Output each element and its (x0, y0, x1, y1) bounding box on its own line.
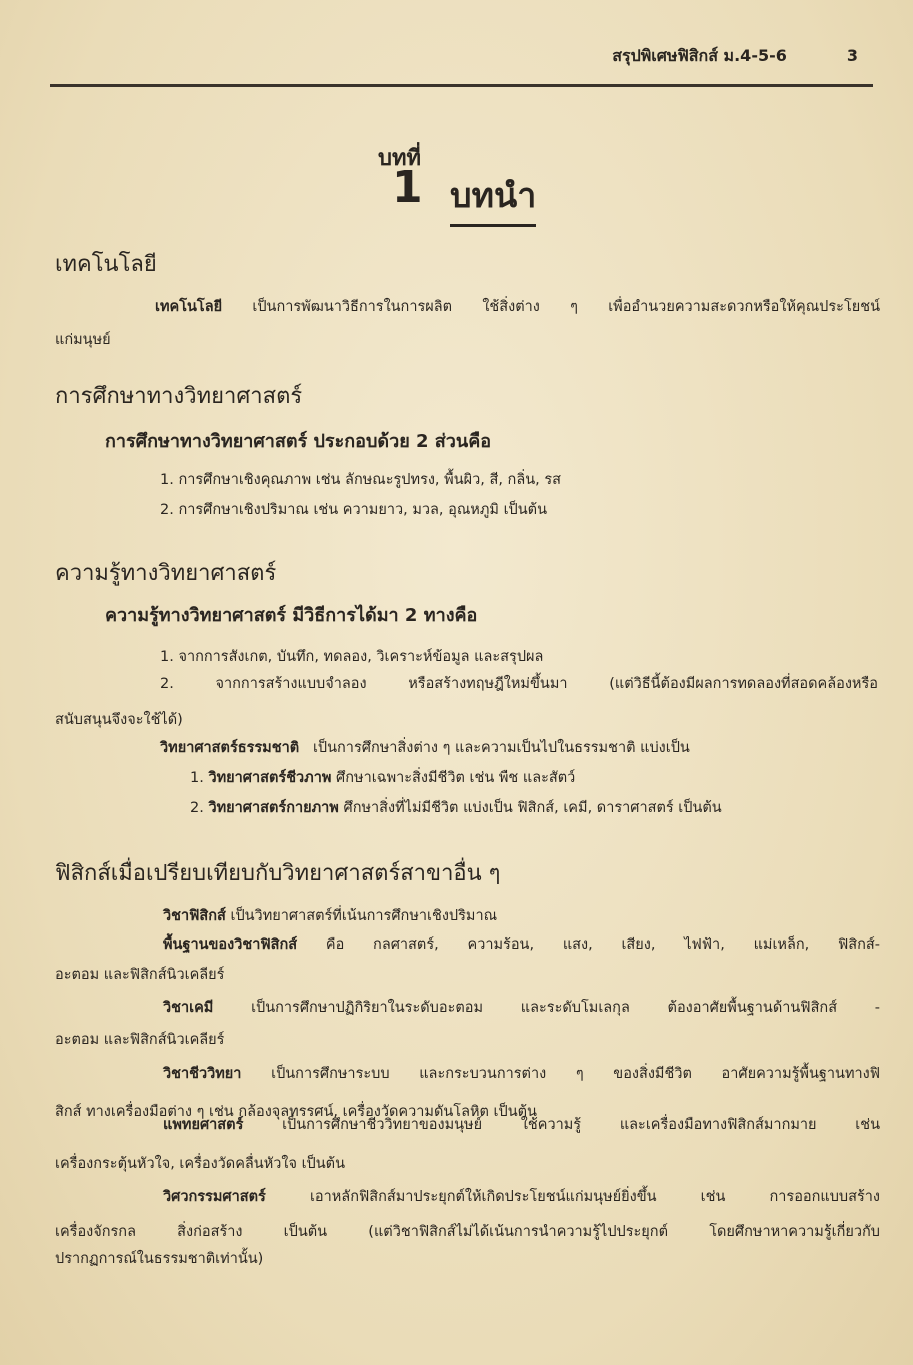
list-item: 1. จากการสังเกต, บันทึก, ทดลอง, วิเคราะห์ข้อมูล และสรุปผล (160, 649, 544, 665)
entry-continuation (55, 1220, 880, 1243)
term: เทคโนโลยี (155, 299, 223, 315)
text: เป็นการศึกษาปฏิกิริยาในระดับอะตอม และระดับโมเลกุล ต้องอาศัยพื้นฐานด้านฟิสิกส์ - (251, 1000, 880, 1016)
branch-item (190, 766, 575, 789)
num: 1. (190, 770, 204, 786)
text: เอาหลักฟิสิกส์มาประยุกต์ให้เกิดประโยชน์แก่มนุษย์ยิ่งขึ้น เช่น การออกแบบสร้าง (309, 1189, 881, 1205)
term: วิชาฟิสิกส์ (163, 908, 226, 924)
knowledge-subheading: ความรู้ทางวิทยาศาสตร์ มีวิธีการได้มา 2 ทางคือ (105, 605, 478, 626)
header-rule (50, 84, 873, 87)
list-item (160, 672, 878, 695)
term: วิทยาศาสตร์กายภาพ (208, 800, 339, 816)
text: ศึกษาเฉพาะสิ่งมีชีวิต เช่น พืช และสัตว์ (336, 770, 576, 786)
text: เป็นการศึกษาสิ่งต่าง ๆ และความเป็นไปในธรรมชาติ แบ่งเป็น (312, 740, 690, 756)
entry-continuation: อะตอม และฟิสิกส์นิวเคลียร์ (55, 1032, 225, 1048)
term: วิทยาศาสตร์ชีวภาพ (208, 770, 332, 786)
term: วิศวกรรมศาสตร์ (163, 1189, 266, 1205)
chapter-title: บทนำ (450, 168, 536, 227)
entry-physics (163, 904, 497, 927)
chapter-label: บทที่ (378, 146, 421, 171)
section-heading-physics: ฟิสิกส์เมื่อเปรียบเทียบกับวิทยาศาสตร์สาขาอื่น ๆ (55, 861, 501, 886)
running-header (612, 44, 858, 69)
entry-chemistry (163, 996, 880, 1019)
text: ศึกษาสิ่งที่ไม่มีชีวิต แบ่งเป็น ฟิสิกส์, เคมี, ดาราศาสตร์ เป็นต้น (343, 800, 722, 816)
term: วิชาชีววิทยา (163, 1066, 242, 1082)
text: เป็นวิทยาศาสตร์ที่เน้นการศึกษาเชิงปริมาณ (230, 908, 498, 924)
natural-science-line (160, 736, 690, 759)
section-heading-technology: เทคโนโลยี (55, 252, 157, 277)
text: คือ กลศาสตร์, ความร้อน, แสง, เสียง, ไฟฟ้า, แม่เหล็ก, ฟิสิกส์- (325, 937, 880, 953)
text: เป็นการพัฒนาวิธีการในการผลิต ใช้สิ่งต่าง ๆ เพื่ออำนวยความสะดวกหรือให้คุณประโยชน์ (252, 299, 880, 315)
entry-continuation: สิกส์ ทางเครื่องมือต่าง ๆ เช่น กล้องจุลทรรศน์, เครื่องวัดความดันโลหิต เป็นต้น (55, 1104, 537, 1120)
technology-line-1 (155, 295, 880, 318)
technology-line-2: แก่มนุษย์ (55, 332, 111, 348)
term: แพทยศาสตร์ (163, 1117, 244, 1133)
page-number: 3 (846, 46, 858, 65)
list-item: 2. การศึกษาเชิงปริมาณ เช่น ความยาว, มวล, อุณหภูมิ เป็นต้น (160, 502, 547, 518)
book-title: สรุปพิเศษฟิสิกส์ ม.4-5-6 (612, 46, 787, 65)
entry-medicine (163, 1113, 880, 1136)
list-item: 1. การศึกษาเชิงคุณภาพ เช่น ลักษณะรูปทรง, พื้นผิว, สี, กลิ่น, รส (160, 472, 561, 488)
entry-biology (163, 1062, 880, 1085)
entry-continuation: ปรากฏการณ์ในธรรมชาติเท่านั้น) (55, 1251, 264, 1267)
text: เป็นการศึกษาชีววิทยาของมนุษย์ ใช้ความรู้ และเครื่องมือทางฟิสิกส์มากมาย เช่น (282, 1117, 880, 1133)
study-subheading: การศึกษาทางวิทยาศาสตร์ ประกอบด้วย 2 ส่วนคือ (105, 431, 492, 452)
term: วิทยาศาสตร์ธรรมชาติ (160, 740, 300, 756)
branch-item (190, 796, 722, 819)
entry-engineering (163, 1185, 880, 1208)
num: 2. (190, 800, 204, 816)
entry-continuation: อะตอม และฟิสิกส์นิวเคลียร์ (55, 967, 225, 983)
section-heading-knowledge: ความรู้ทางวิทยาศาสตร์ (55, 561, 277, 586)
list-item-continuation: สนับสนุนจึงจะใช้ได้) (55, 712, 183, 728)
term: วิชาเคมี (163, 1000, 214, 1016)
chapter-number: 1 (392, 162, 423, 213)
text: 2. จากการสร้างแบบจำลอง หรือสร้างทฤษฎีใหม่ขึ้นมา (แต่วิธีนี้ต้องมีผลการทดลองที่สอดคล้องหรือ (160, 676, 878, 692)
term: พื้นฐานของวิชาฟิสิกส์ (163, 937, 298, 953)
text: เป็นการศึกษาระบบ และกระบวนการต่าง ๆ ของสิ่งมีชีวิต อาศัยความรู้พื้นฐานทางฟิ (271, 1066, 880, 1082)
entry-physics-basics (163, 933, 880, 956)
section-heading-study: การศึกษาทางวิทยาศาสตร์ (55, 384, 303, 409)
entry-continuation: เครื่องกระตุ้นหัวใจ, เครื่องวัดคลื่นหัวใจ เป็นต้น (55, 1156, 345, 1172)
text: เครื่องจักรกล สิ่งก่อสร้าง เป็นต้น (แต่วิชาฟิสิกส์ไม่ได้เน้นการนำความรู้ไปประยุกต์ โดยศึกษาหาความรู้เกี่ยวกับ (55, 1224, 880, 1240)
